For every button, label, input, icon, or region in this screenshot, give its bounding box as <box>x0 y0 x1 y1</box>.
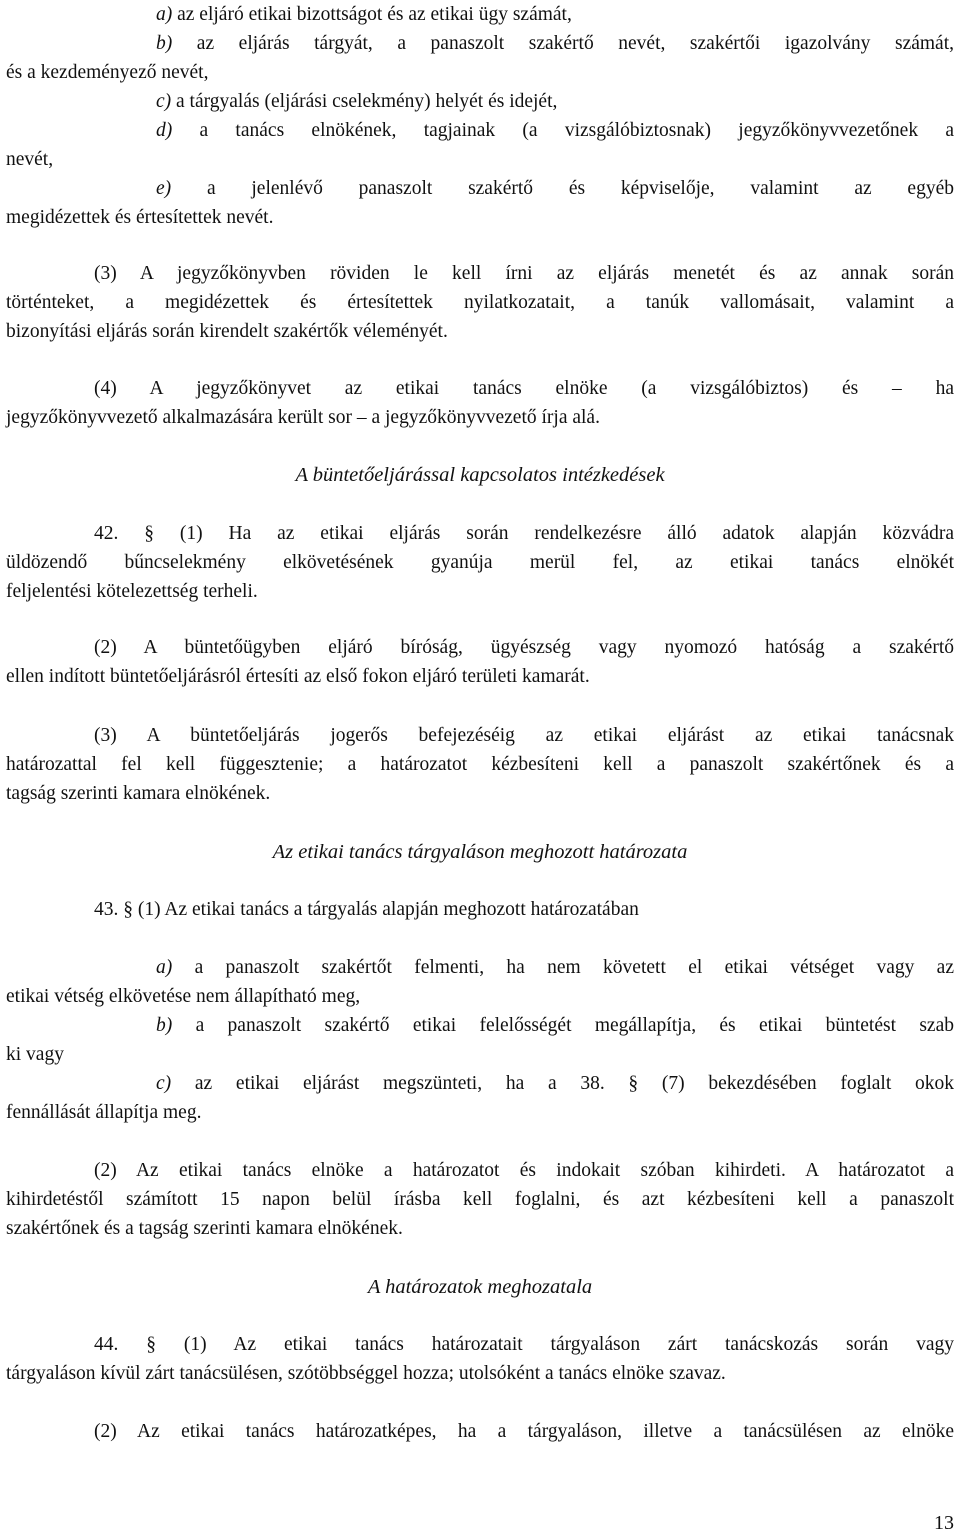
section-43-item-b: b) a panaszolt szakértő etikai felelősségét megállapítja, és etikai büntetést szab <box>156 1015 954 1036</box>
section-43-item-b-cont: ki vagy <box>6 1044 64 1065</box>
list-item-a: a) az eljáró etikai bizottságot és az etikai ügy számát, <box>156 4 572 25</box>
section-42-1-line-2: üldözendő bűncselekmény elkövetésének gyanúja merül fel, az etikai tanács elnökét <box>6 552 954 573</box>
section-heading-decision: Az etikai tanács tárgyaláson meghozott határozata <box>272 841 688 863</box>
section-43-2-line-2: kihirdetéstől számított 15 napon belül írásba kell foglalni, és azt kézbesíteni kell a panaszolt <box>6 1189 954 1210</box>
section-43-item-c: c) az etikai eljárást megszünteti, ha a 38. § (7) bekezdésében foglalt okok <box>156 1073 954 1094</box>
section-heading-criminal: A büntetőeljárással kapcsolatos intézkedések <box>295 464 665 486</box>
list-item-e-cont: megidézettek és értesítettek nevét. <box>6 207 274 228</box>
section-43-item-c-cont: fennállását állapítja meg. <box>6 1102 202 1123</box>
section-43-item-a: a) a panaszolt szakértőt felmenti, ha nem követett el etikai vétséget vagy az <box>156 957 954 978</box>
paragraph-4-line-2: jegyzőkönyvvezető alkalmazására került sor – a jegyzőkönyvvezető írja alá. <box>6 407 600 428</box>
section-44-1-line-1: 44. § (1) Az etikai tanács határozatait tárgyaláson zárt tanácskozás során vagy <box>94 1334 954 1355</box>
section-42-2-line-1: (2) A büntetőügyben eljáró bíróság, ügyészség vagy nyomozó hatóság a szakértő <box>94 637 954 658</box>
section-42-1-line-1: 42. § (1) Ha az etikai eljárás során rendelkezésre álló adatok alapján közvádra <box>94 523 954 544</box>
section-44-2-line-1: (2) Az etikai tanács határozatképes, ha a tárgyaláson, illetve a tanácsülésen az elnöke <box>94 1421 954 1442</box>
page-number: 13 <box>934 1512 954 1534</box>
section-43-1: 43. § (1) Az etikai tanács a tárgyalás alapján meghozott határozatában <box>94 899 639 920</box>
list-item-e: e) a jelenlévő panaszolt szakértő és képviselője, valamint az egyéb <box>156 178 954 199</box>
list-item-c: c) a tárgyalás (eljárási cselekmény) helyét és idejét, <box>156 91 558 112</box>
paragraph-3-line-2: történteket, a megidézettek és értesítettek nyilatkozatait, a tanúk vallomásait, valamint a <box>6 292 954 313</box>
list-item-b-cont: és a kezdeményező nevét, <box>6 62 209 83</box>
paragraph-4-line-1: (4) A jegyzőkönyvet az etikai tanács elnöke (a vizsgálóbiztos) és – ha <box>94 378 954 399</box>
list-item-d-cont: nevét, <box>6 149 54 170</box>
section-42-1-line-3: feljelentési kötelezettség terheli. <box>6 581 258 602</box>
list-item-d: d) a tanács elnökének, tagjainak (a vizsgálóbiztosnak) jegyzőkönyvvezetőnek a <box>156 120 954 141</box>
section-42-3-line-1: (3) A büntetőeljárás jogerős befejezéséig az etikai eljárást az etikai tanácsnak <box>94 725 954 746</box>
paragraph-3-line-3: bizonyítási eljárás során kirendelt szakértők véleményét. <box>6 321 448 342</box>
list-item-b: b) az eljárás tárgyát, a panaszolt szakértő nevét, szakértői igazolvány számát, <box>156 33 954 54</box>
paragraph-3-line-1: (3) A jegyzőkönyvben röviden le kell írni az eljárás menetét és az annak során <box>94 263 954 284</box>
section-44-1-line-2: tárgyaláson kívül zárt tanácsülésen, szótöbbséggel hozza; utolsóként a tanács elnöke szavaz. <box>6 1363 726 1384</box>
section-43-item-a-cont: etikai vétség elkövetése nem állapítható meg, <box>6 986 361 1007</box>
section-heading-adoption: A határozatok meghozatala <box>367 1276 593 1298</box>
section-43-2-line-3: szakértőnek és a tagság szerinti kamara elnökének. <box>6 1218 403 1239</box>
section-42-3-line-2: határozattal fel kell függesztenie; a határozatot kézbesíteni kell a panaszolt szakértőnek és a <box>6 754 954 775</box>
section-42-2-line-2: ellen indított büntetőeljárásról értesíti az első fokon eljáró területi kamarát. <box>6 666 590 687</box>
section-43-2-line-1: (2) Az etikai tanács elnöke a határozatot és indokait szóban kihirdeti. A határozatot a <box>94 1160 954 1181</box>
section-42-3-line-3: tagság szerinti kamara elnökének. <box>6 783 271 804</box>
